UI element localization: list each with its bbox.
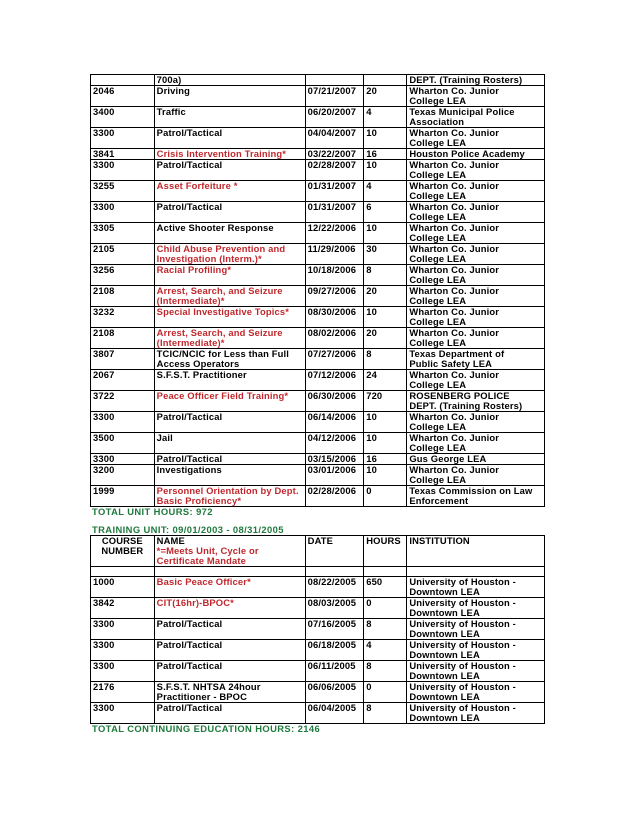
hours-cell: 6: [364, 202, 407, 223]
date-cell: 04/12/2006: [305, 433, 364, 454]
date-cell: 07/12/2006: [305, 370, 364, 391]
institution-line: Downtown LEA: [409, 670, 480, 681]
name-cell: Peace Officer Field Training*: [154, 391, 305, 412]
institution-cell: [407, 661, 545, 682]
date-cell: 07/21/2007: [305, 86, 364, 107]
transcript-page: [90, 74, 545, 734]
course-cell: 3500: [91, 433, 155, 454]
table-row: [91, 682, 545, 703]
hours-cell: 0: [364, 486, 407, 507]
table-row: [91, 86, 545, 107]
date-cell: 06/20/2007: [305, 107, 364, 128]
table-row: [91, 128, 545, 149]
hours-cell: [364, 75, 407, 86]
institution-line: Wharton Co. Junior: [409, 127, 499, 138]
table-row: [91, 265, 545, 286]
institution-cell: [407, 412, 545, 433]
course-cell: 2046: [91, 86, 155, 107]
institution-header: INSTITUTION: [407, 536, 545, 567]
name-cell: S.F.S.T. Practitioner: [154, 370, 305, 391]
date-cell: 08/30/2006: [305, 307, 364, 328]
total-unit-hours: TOTAL UNIT HOURS: 972: [92, 506, 213, 517]
table-row: [91, 703, 545, 724]
spacer-row: [91, 567, 545, 577]
date-cell: [305, 75, 364, 86]
name-cell: Patrol/Tactical: [154, 128, 305, 149]
institution-line: Wharton Co. Junior: [409, 369, 499, 380]
institution-line: Texas Municipal Police: [409, 106, 515, 117]
date-cell: 11/29/2006: [305, 244, 364, 265]
name-cell: Patrol/Tactical: [154, 202, 305, 223]
hours-cell: 10: [364, 160, 407, 181]
institution-cell: [407, 328, 545, 349]
course-cell: 3841: [91, 149, 155, 160]
institution-line: University of Houston -: [409, 702, 516, 713]
hours-cell: 10: [364, 412, 407, 433]
course-cell: 2105: [91, 244, 155, 265]
name-cell: Traffic: [154, 107, 305, 128]
institution-line: College LEA: [409, 137, 467, 148]
name-cell: TCIC/NCIC for Less than Full Access Operators: [154, 349, 305, 370]
institution-line: College LEA: [409, 379, 467, 390]
institution-cell: [407, 640, 545, 661]
name-cell: CIT(16hr)-BPOC*: [154, 598, 305, 619]
course-cell: 3300: [91, 412, 155, 433]
institution-line: College LEA: [409, 232, 467, 243]
hours-cell: 10: [364, 465, 407, 486]
table-row: [91, 202, 545, 223]
institution-line: Wharton Co. Junior: [409, 159, 499, 170]
hours-cell: 4: [364, 181, 407, 202]
name-cell: Patrol/Tactical: [154, 454, 305, 465]
hours-cell: 24: [364, 370, 407, 391]
name-cell: Personnel Orientation by Dept. Basic Proficiency*: [154, 486, 305, 507]
name-cell: Patrol/Tactical: [154, 640, 305, 661]
date-cell: 01/31/2007: [305, 181, 364, 202]
institution-line: College LEA: [409, 421, 467, 432]
institution-line: Public Safety LEA: [409, 358, 493, 369]
hours-cell: 10: [364, 433, 407, 454]
course-cell: 2108: [91, 286, 155, 307]
course-header-line: NUMBER: [101, 545, 144, 556]
institution-line: University of Houston -: [409, 639, 516, 650]
date-cell: 06/11/2005: [305, 661, 364, 682]
date-cell: 09/27/2006: [305, 286, 364, 307]
institution-line: Houston Police Academy: [409, 148, 525, 159]
name-cell: Special Investigative Topics*: [154, 307, 305, 328]
hours-cell: 20: [364, 328, 407, 349]
continuation-row: [91, 75, 545, 86]
institution-line: University of Houston -: [409, 681, 516, 692]
name-cell: Active Shooter Response: [154, 223, 305, 244]
course-cell: 3300: [91, 160, 155, 181]
name-cell: Investigations: [154, 465, 305, 486]
institution-line: College LEA: [409, 442, 467, 453]
table-row: [91, 370, 545, 391]
institution-cell: [407, 454, 545, 465]
institution-line: Wharton Co. Junior: [409, 411, 499, 422]
course-cell: 3807: [91, 349, 155, 370]
table-row: [91, 160, 545, 181]
table-row: [91, 328, 545, 349]
institution-line: Texas Department of: [409, 348, 505, 359]
date-cell: 03/22/2007: [305, 149, 364, 160]
course-cell: 3200: [91, 465, 155, 486]
institution-line: Downtown LEA: [409, 712, 480, 723]
institution-line: Downtown LEA: [409, 586, 480, 597]
course-cell: 3722: [91, 391, 155, 412]
institution-cell: [407, 244, 545, 265]
institution-line: DEPT. (Training Rosters): [409, 400, 523, 411]
course-cell: 3256: [91, 265, 155, 286]
institution-line: College LEA: [409, 474, 467, 485]
hours-cell: 720: [364, 391, 407, 412]
spacer-cell: [154, 567, 305, 577]
spacer-cell: [364, 567, 407, 577]
institution-line: University of Houston -: [409, 576, 516, 587]
date-cell: 06/04/2005: [305, 703, 364, 724]
hours-cell: 4: [364, 107, 407, 128]
date-cell: 08/22/2005: [305, 577, 364, 598]
institution-cell: [407, 619, 545, 640]
table-row: [91, 107, 545, 128]
name-cell: Racial Profiling*: [154, 265, 305, 286]
institution-line: Downtown LEA: [409, 649, 480, 660]
institution-line: Downtown LEA: [409, 607, 480, 618]
institution-line: University of Houston -: [409, 618, 516, 629]
institution-line: ROSENBERG POLICE: [409, 390, 510, 401]
hours-cell: 0: [364, 682, 407, 703]
hours-cell: 0: [364, 598, 407, 619]
name-cell: S.F.S.T. NHTSA 24hour Practitioner - BPOC: [154, 682, 305, 703]
spacer-cell: [91, 567, 155, 577]
course-cell: 3300: [91, 703, 155, 724]
name-cell: Patrol/Tactical: [154, 703, 305, 724]
course-cell: 3842: [91, 598, 155, 619]
spacer-cell: [407, 567, 545, 577]
name-cell: Patrol/Tactical: [154, 160, 305, 181]
institution-line: University of Houston -: [409, 597, 516, 608]
course-cell: 3300: [91, 619, 155, 640]
course-cell: 3400: [91, 107, 155, 128]
date-header: DATE: [305, 536, 364, 567]
institution-line: College LEA: [409, 211, 467, 222]
table-row: [91, 619, 545, 640]
name-cell: 700a): [154, 75, 305, 86]
hours-cell: 8: [364, 661, 407, 682]
date-cell: 03/01/2006: [305, 465, 364, 486]
table-row: [91, 244, 545, 265]
institution-line: Wharton Co. Junior: [409, 264, 499, 275]
course-header-line: COURSE: [101, 535, 143, 546]
course-cell: [91, 75, 155, 86]
hours-cell: 20: [364, 286, 407, 307]
date-cell: 03/15/2006: [305, 454, 364, 465]
course-cell: 3300: [91, 128, 155, 149]
institution-line: Gus George LEA: [409, 453, 487, 464]
institution-cell: [407, 391, 545, 412]
institution-line: College LEA: [409, 190, 467, 201]
spacer-cell: [305, 567, 364, 577]
institution-cell: [407, 370, 545, 391]
institution-line: College LEA: [409, 253, 467, 264]
table-row: [91, 286, 545, 307]
institution-cell: [407, 433, 545, 454]
course-cell: 2067: [91, 370, 155, 391]
institution-line: Wharton Co. Junior: [409, 306, 499, 317]
date-cell: 10/18/2006: [305, 265, 364, 286]
name-cell: Patrol/Tactical: [154, 619, 305, 640]
name-cell: Patrol/Tactical: [154, 412, 305, 433]
institution-cell: [407, 149, 545, 160]
hours-cell: 8: [364, 349, 407, 370]
date-cell: 06/06/2005: [305, 682, 364, 703]
institution-cell: [407, 682, 545, 703]
name-header-label: NAME: [156, 535, 185, 546]
hours-cell: 10: [364, 223, 407, 244]
date-cell: 02/28/2007: [305, 160, 364, 181]
course-cell: 2176: [91, 682, 155, 703]
date-cell: 08/03/2005: [305, 598, 364, 619]
institution-cell: [407, 486, 545, 507]
institution-cell: [407, 223, 545, 244]
hours-cell: 16: [364, 149, 407, 160]
date-cell: 04/04/2007: [305, 128, 364, 149]
hours-cell: 650: [364, 577, 407, 598]
institution-cell: [407, 265, 545, 286]
date-cell: 07/16/2005: [305, 619, 364, 640]
hours-cell: 10: [364, 307, 407, 328]
hours-cell: 8: [364, 619, 407, 640]
table-body: [91, 75, 545, 507]
table-row: [91, 433, 545, 454]
hours-cell: 4: [364, 640, 407, 661]
name-header: [154, 536, 305, 567]
table-row: [91, 223, 545, 244]
institution-cell: [407, 286, 545, 307]
name-cell: Child Abuse Prevention and Investigation (Interm.)*: [154, 244, 305, 265]
institution-line: Wharton Co. Junior: [409, 243, 499, 254]
header-row: [91, 536, 545, 567]
date-cell: 08/02/2006: [305, 328, 364, 349]
institution-cell: [407, 307, 545, 328]
name-cell: Patrol/Tactical: [154, 661, 305, 682]
institution-line: Texas Commission on Law: [409, 485, 533, 496]
course-cell: 1999: [91, 486, 155, 507]
institution-cell: [407, 577, 545, 598]
institution-cell: [407, 107, 545, 128]
course-cell: 3255: [91, 181, 155, 202]
hours-cell: 20: [364, 86, 407, 107]
course-cell: 3300: [91, 661, 155, 682]
hours-cell: 30: [364, 244, 407, 265]
course-cell: 1000: [91, 577, 155, 598]
date-cell: 06/14/2006: [305, 412, 364, 433]
institution-cell: [407, 349, 545, 370]
hours-cell: 16: [364, 454, 407, 465]
date-cell: 06/30/2006: [305, 391, 364, 412]
institution-cell: [407, 86, 545, 107]
date-cell: 07/27/2006: [305, 349, 364, 370]
name-cell: Driving: [154, 86, 305, 107]
institution-line: College LEA: [409, 95, 467, 106]
date-cell: 02/28/2006: [305, 486, 364, 507]
institution-cell: DEPT. (Training Rosters): [407, 75, 545, 86]
institution-line: Wharton Co. Junior: [409, 432, 499, 443]
institution-line: Downtown LEA: [409, 628, 480, 639]
date-cell: 12/22/2006: [305, 223, 364, 244]
table-row: [91, 661, 545, 682]
institution-line: Association: [409, 116, 465, 127]
table-row: [91, 149, 545, 160]
course-cell: 3300: [91, 202, 155, 223]
course-number-header: [91, 536, 155, 567]
institution-line: College LEA: [409, 337, 467, 348]
table-body: [91, 536, 545, 724]
name-cell: Jail: [154, 433, 305, 454]
institution-line: Downtown LEA: [409, 691, 480, 702]
institution-cell: [407, 703, 545, 724]
table-row: [91, 465, 545, 486]
institution-line: University of Houston -: [409, 660, 516, 671]
institution-line: Wharton Co. Junior: [409, 180, 499, 191]
table-row: [91, 349, 545, 370]
institution-line: Wharton Co. Junior: [409, 285, 499, 296]
hours-cell: 8: [364, 265, 407, 286]
name-cell: Basic Peace Officer*: [154, 577, 305, 598]
institution-line: Wharton Co. Junior: [409, 464, 499, 475]
course-cell: 2108: [91, 328, 155, 349]
institution-cell: [407, 598, 545, 619]
name-cell: Asset Forfeiture *: [154, 181, 305, 202]
institution-line: College LEA: [409, 169, 467, 180]
institution-cell: [407, 181, 545, 202]
table-row: [91, 486, 545, 507]
institution-cell: [407, 465, 545, 486]
table-row: [91, 181, 545, 202]
institution-line: Wharton Co. Junior: [409, 201, 499, 212]
table-row: [91, 307, 545, 328]
institution-line: College LEA: [409, 295, 467, 306]
training-table-unit-1: [90, 74, 545, 507]
institution-line: Wharton Co. Junior: [409, 85, 499, 96]
institution-line: College LEA: [409, 274, 467, 285]
table-row: [91, 640, 545, 661]
institution-cell: [407, 202, 545, 223]
training-unit-title: TRAINING UNIT: 09/01/2003 - 08/31/2005: [92, 524, 284, 535]
course-cell: 3232: [91, 307, 155, 328]
mandate-note: *=Meets Unit, Cycle or Certificate Mandate: [156, 545, 259, 566]
total-continuing-education-hours: TOTAL CONTINUING EDUCATION HOURS: 2146: [92, 723, 321, 734]
hours-cell: 8: [364, 703, 407, 724]
date-cell: 06/18/2005: [305, 640, 364, 661]
table-row: [91, 577, 545, 598]
table-row: [91, 454, 545, 465]
hours-header: HOURS: [364, 536, 407, 567]
institution-cell: [407, 128, 545, 149]
course-cell: 3305: [91, 223, 155, 244]
name-cell: Crisis Intervention Training*: [154, 149, 305, 160]
course-cell: 3300: [91, 454, 155, 465]
institution-line: Enforcement: [409, 495, 469, 506]
institution-line: Wharton Co. Junior: [409, 222, 499, 233]
date-cell: 01/31/2007: [305, 202, 364, 223]
table-row: [91, 598, 545, 619]
institution-line: Wharton Co. Junior: [409, 327, 499, 338]
hours-cell: 10: [364, 128, 407, 149]
name-cell: Arrest, Search, and Seizure (Intermediate)*: [154, 328, 305, 349]
institution-cell: [407, 160, 545, 181]
institution-line: College LEA: [409, 316, 467, 327]
name-cell: Arrest, Search, and Seizure (Intermediate)*: [154, 286, 305, 307]
table-row: [91, 391, 545, 412]
training-table-unit-2: [90, 535, 545, 724]
course-cell: 3300: [91, 640, 155, 661]
table-row: [91, 412, 545, 433]
